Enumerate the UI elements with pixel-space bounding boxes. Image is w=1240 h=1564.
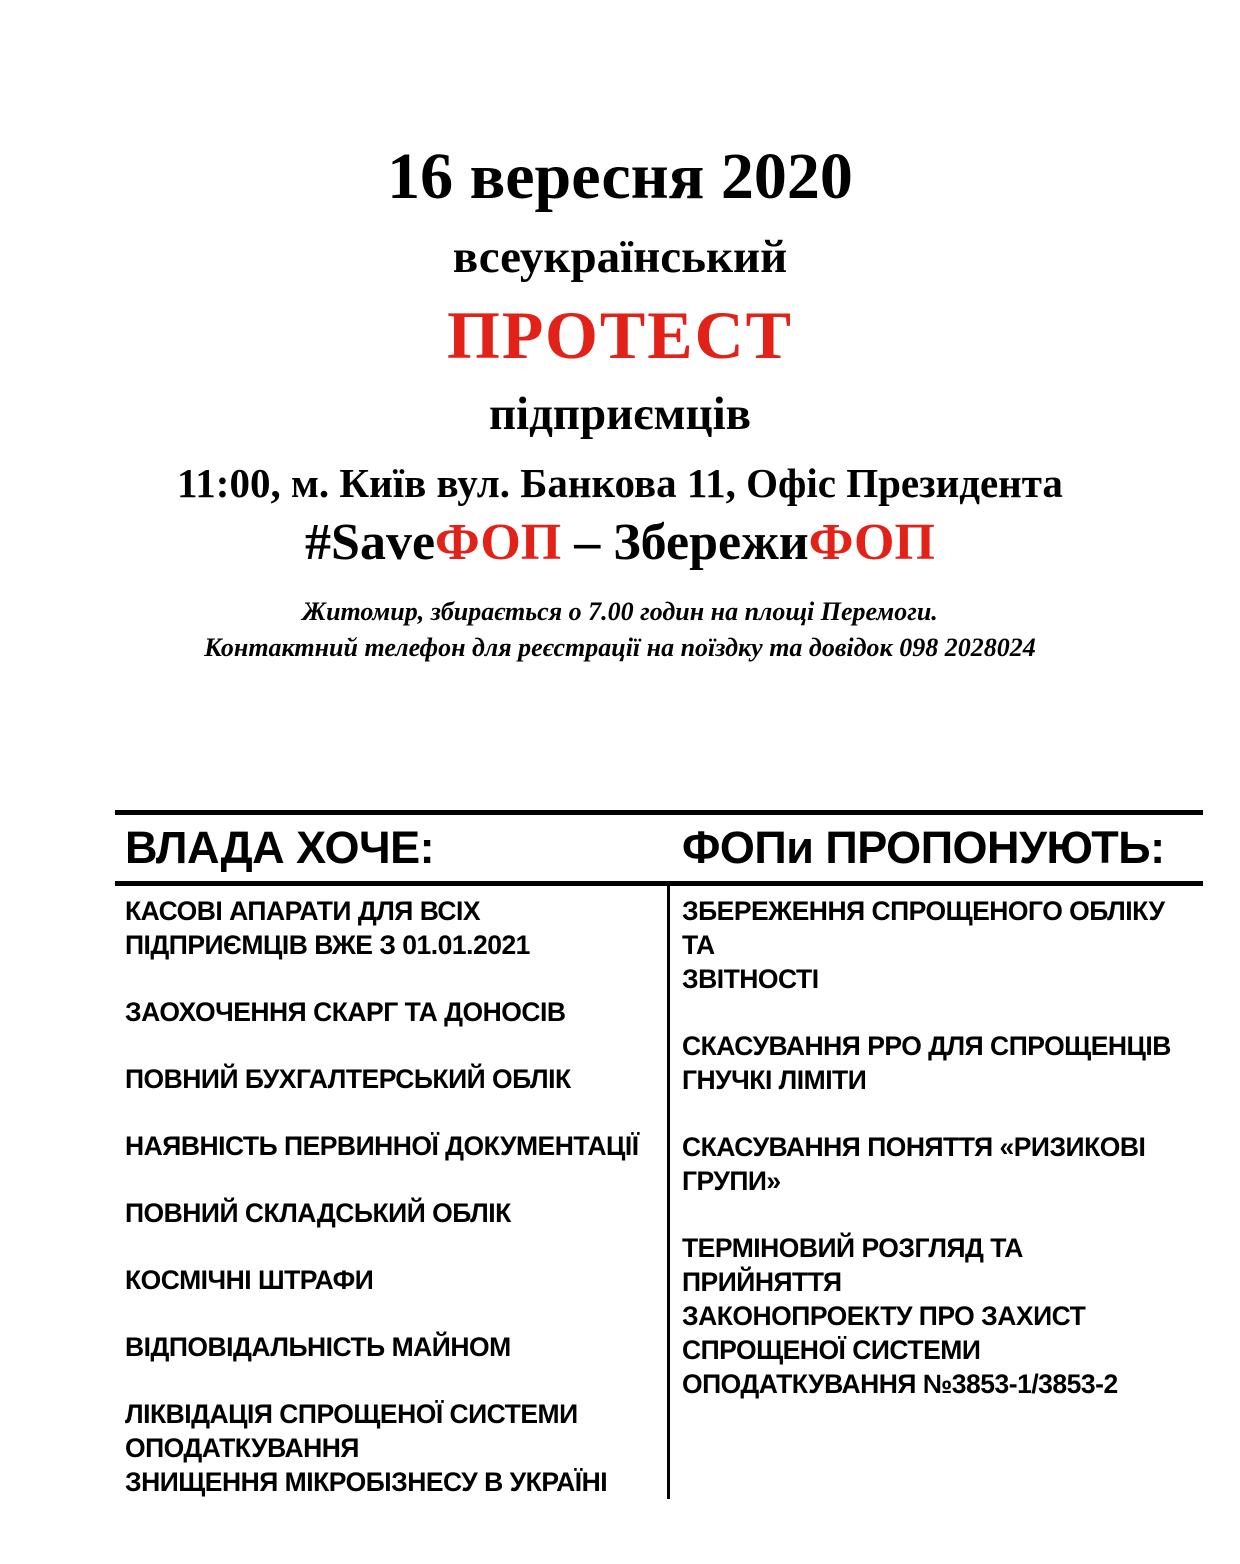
note-meeting-place: Житомир, збирається о 7.00 годин на площі Перемоги. (302, 597, 938, 626)
hashtag-save-black: #Save (305, 514, 436, 571)
column-header-authorities: ВЛАДА ХОЧЕ: (125, 822, 435, 873)
propose-item-line: ЗВІТНОСТІ (682, 964, 819, 994)
want-item (125, 1196, 639, 1230)
propose-item-line: ГНУЧКІ ЛІМІТИ (682, 1065, 867, 1095)
event-time-address: 11:00, м. Київ вул. Банкова 11, Офіс Президента (177, 460, 1063, 506)
date-title: 16 вересня 2020 (387, 140, 853, 213)
hashtag-fop-red: ФОП (435, 514, 562, 571)
want-item-line: НАЯВНІСТЬ ПЕРВИННОЇ ДОКУМЕНТАЦІЇ (125, 1131, 639, 1161)
propose-item (682, 1029, 1185, 1097)
want-item-line: ОПОДАТКУВАННЯ (125, 1433, 359, 1463)
propose-item-line: ТЕРМІНОВИЙ РОЗГЛЯД ТА ПРИЙНЯТТЯ (682, 1233, 1023, 1297)
propose-item (682, 1130, 1185, 1198)
propose-item-line: ЗБЕРЕЖЕННЯ СПРОЩЕНОГО ОБЛІКУ ТА (682, 896, 1165, 960)
table-header-row (115, 815, 1203, 881)
comparison-table (115, 810, 1203, 1499)
want-item-line: ВІДПОВІДАЛЬНІСТЬ МАЙНОМ (125, 1332, 511, 1362)
authorities-column (115, 886, 667, 1499)
fops-column (667, 886, 1203, 1499)
want-item (125, 894, 639, 962)
hashtag-zberezhy-black: – Збережи (561, 514, 809, 571)
flyer-header (0, 0, 1240, 666)
want-item (125, 995, 639, 1029)
want-item (125, 1330, 639, 1364)
propose-item-line: ГРУПИ» (682, 1166, 781, 1196)
propose-item-line: ОПОДАТКУВАННЯ №3853-1/3853-2 (682, 1369, 1118, 1399)
column-header-fops: ФОПи ПРОПОНУЮТЬ: (682, 822, 1165, 873)
hashtag-line (0, 514, 1240, 572)
want-item-line: КАСОВІ АПАРАТИ ДЛЯ ВСІХ (125, 896, 481, 926)
propose-item-line: СКАСУВАННЯ РРО ДЛЯ СПРОЩЕНЦІВ (682, 1031, 1171, 1061)
want-item-line: ПОВНИЙ БУХГАЛТЕРСЬКИЙ ОБЛІК (125, 1064, 571, 1094)
want-item-line: ЗНИЩЕННЯ МІКРОБІЗНЕСУ В УКРАЇНІ (125, 1467, 608, 1497)
table-body-row (115, 886, 1203, 1499)
propose-item (682, 1231, 1185, 1401)
propose-item-line: СПРОЩЕНОЇ СИСТЕМИ (682, 1335, 981, 1365)
want-item-line: ПОВНИЙ СКЛАДСЬКИЙ ОБЛІК (125, 1198, 511, 1228)
want-item-line: ЛІКВІДАЦІЯ СПРОЩЕНОЇ СИСТЕМИ (125, 1399, 578, 1429)
subtitle-entrepreneurs: підприємців (488, 388, 752, 440)
hashtag-fop2-red: ФОП (808, 514, 935, 571)
propose-item (682, 894, 1185, 996)
want-item-line: ПІДПРИЄМЦІВ ВЖЕ З 01.01.2021 (125, 930, 530, 960)
subtitle-all-ukrainian: всеукраїнський (452, 231, 788, 283)
want-item-line: ЗАОХОЧЕННЯ СКАРГ ТА ДОНОСІВ (125, 997, 566, 1027)
travel-notes (0, 594, 1240, 666)
want-item-line: КОСМІЧНІ ШТРАФИ (125, 1265, 374, 1295)
want-item (125, 1397, 639, 1499)
want-item (125, 1129, 639, 1163)
propose-item-line: СКАСУВАННЯ ПОНЯТТЯ «РИЗИКОВІ (682, 1132, 1146, 1162)
note-contact-phone: Контактний телефон для реєстрації на поїздку та довідок 098 2028024 (204, 633, 1036, 662)
want-item (125, 1263, 639, 1297)
want-item (125, 1062, 639, 1096)
propose-item-line: ЗАКОНОПРОЕКТУ ПРО ЗАХИСТ (682, 1301, 1086, 1331)
protest-title: ПРОТЕСТ (446, 297, 794, 373)
